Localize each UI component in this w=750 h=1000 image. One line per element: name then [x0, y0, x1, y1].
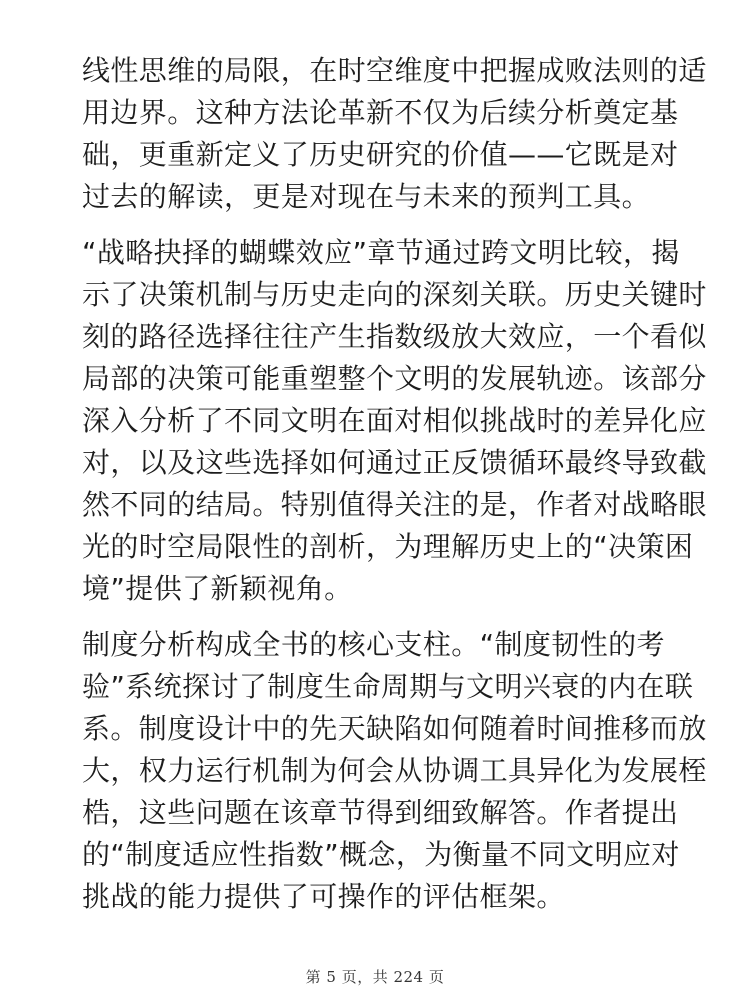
paragraph-1 — [82, 50, 707, 218]
text-line: 刻的路径选择往往产生指数级放大效应，一个看似 — [82, 320, 707, 353]
page-number-footer: 第 5 页，共 224 页 — [305, 968, 445, 986]
text-line: 梏，这些问题在该章节得到细致解答。作者提出 — [82, 796, 679, 829]
text-line: 然不同的结局。特别值得关注的是，作者对战略眼 — [82, 488, 707, 521]
text-line: 线性思维的局限，在时空维度中把握成败法则的适 — [82, 54, 707, 87]
text-line: 用边界。这种方法论革新不仅为后续分析奠定基 — [82, 96, 679, 129]
text-line: 对，以及这些选择如何通过正反馈循环最终导致截 — [82, 446, 707, 479]
text-line: 深入分析了不同文明在面对相似挑战时的差异化应 — [82, 404, 707, 437]
text-line: 础，更重新定义了历史研究的价值——它既是对 — [82, 138, 679, 171]
text-line: 验”系统探讨了制度生命周期与文明兴衰的内在联 — [82, 670, 694, 703]
paragraph-3 — [82, 624, 707, 918]
paragraph-2 — [82, 232, 707, 610]
text-line: 过去的解读，更是对现在与未来的预判工具。 — [82, 180, 651, 213]
text-line: 局部的决策可能重塑整个文明的发展轨迹。该部分 — [82, 362, 707, 395]
text-line: 制度分析构成全书的核心支柱。“制度韧性的考 — [82, 628, 665, 661]
text-line: “战略抉择的蝴蝶效应”章节通过跨文明比较，揭 — [82, 236, 680, 269]
text-line: 示了决策机制与历史走向的深刻关联。历史关键时 — [82, 278, 707, 311]
text-line: 系。制度设计中的先天缺陷如何随着时间推移而放 — [82, 712, 707, 745]
text-line: 挑战的能力提供了可操作的评估框架。 — [82, 880, 565, 913]
text-line: 境”提供了新颖视角。 — [82, 572, 353, 605]
text-line: 光的时空局限性的剖析，为理解历史上的“决策困 — [82, 530, 694, 563]
document-body — [82, 50, 707, 932]
text-line: 大，权力运行机制为何会从协调工具异化为发展桎 — [82, 754, 707, 787]
text-line: 的“制度适应性指数”概念，为衡量不同文明应对 — [82, 838, 680, 871]
